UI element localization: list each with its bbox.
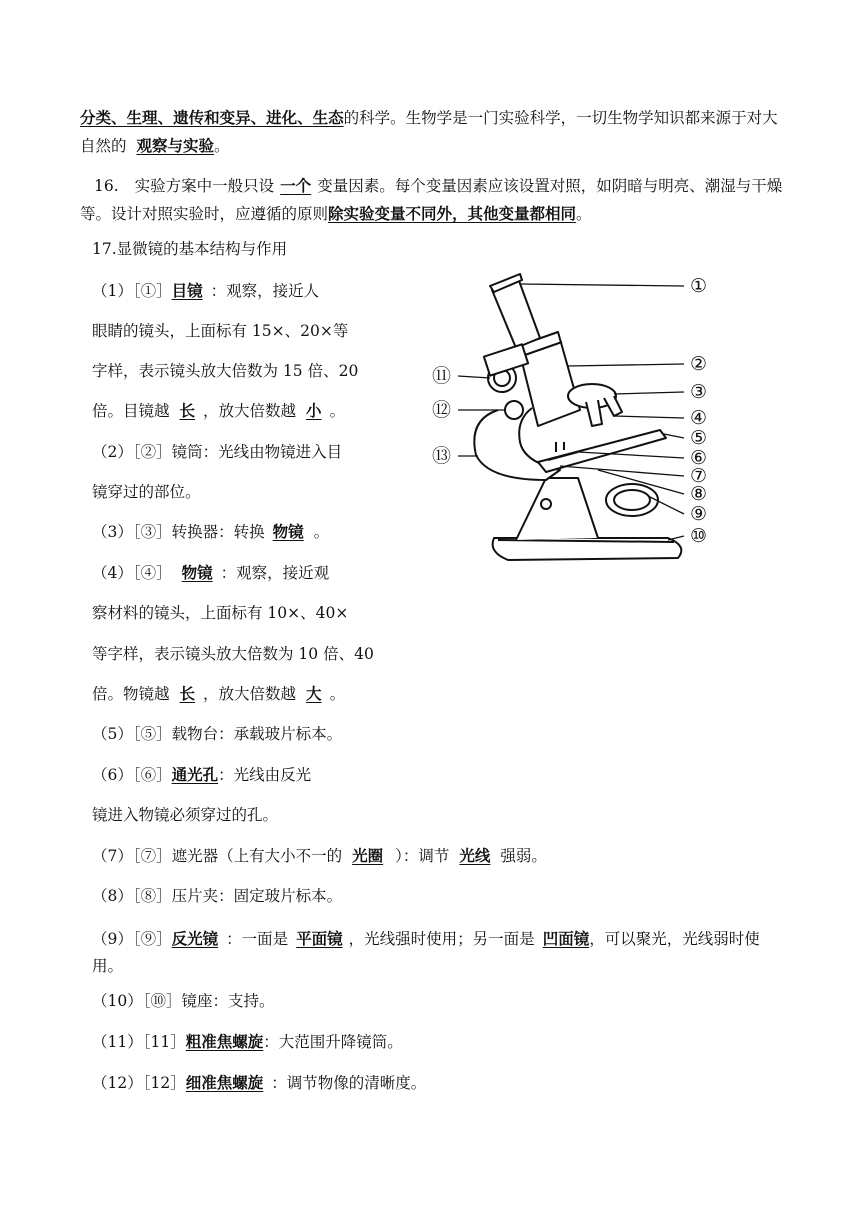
separator: 、 bbox=[250, 108, 267, 127]
answer-observation: 观察与实验 bbox=[136, 136, 215, 155]
label-2: ② bbox=[690, 353, 708, 375]
item-6 bbox=[92, 764, 311, 786]
item-4-line-2: 察材料的镜头，上面标有 10×、40× bbox=[92, 604, 349, 622]
label-5: ⑤ bbox=[690, 427, 708, 449]
item-text: ：调节物像的清晰度。 bbox=[271, 1074, 427, 1092]
answer-objective: 物镜 bbox=[272, 522, 304, 541]
item-prefix: （3）［③］转换器：转换 bbox=[92, 523, 265, 541]
item-prefix: （7）［⑦］遮光器（上有大小不一的 bbox=[92, 847, 343, 865]
label-10: ⑩ bbox=[690, 525, 708, 547]
paragraph-16 bbox=[80, 172, 786, 228]
answer-classification: 分类 bbox=[80, 108, 112, 127]
item-1-line-2: 眼睛的镜头，上面标有 15×、20×等 bbox=[92, 322, 349, 340]
answer-small: 小 bbox=[306, 401, 322, 420]
item-prefix: （12）［12］ bbox=[92, 1074, 186, 1092]
intro-end: 。 bbox=[214, 137, 230, 155]
item-11 bbox=[92, 1031, 403, 1053]
answer-concave-mirror: 凹面镜 bbox=[542, 929, 590, 948]
answer-physiology: 生理 bbox=[126, 108, 158, 127]
answer-principle: 除实验变量不同外，其他变量都相同 bbox=[328, 204, 577, 223]
label-1: ① bbox=[690, 275, 708, 297]
item-text: ）：调节 bbox=[395, 847, 450, 865]
item-text: ：观察，接近观 bbox=[220, 564, 330, 582]
label-7: ⑦ bbox=[690, 465, 708, 487]
item-12 bbox=[92, 1072, 426, 1094]
item-text: 。 bbox=[329, 685, 346, 703]
p16-text-2: 变量因素。每个变量因素应该设置对照，如阴暗与明亮、潮湿与干燥等。设计对照实验时，应遵循的原则 bbox=[80, 177, 783, 223]
item-text: 倍。目镜越 bbox=[92, 402, 170, 420]
label-11: ⑪ bbox=[432, 365, 452, 387]
separator: 、 bbox=[157, 108, 174, 127]
p16-text-1: 实验方案中一般只设 bbox=[134, 177, 275, 195]
label-3: ③ bbox=[690, 381, 708, 403]
separator: 、 bbox=[297, 108, 313, 127]
item-5: （5）［⑤］载物台：承载玻片标本。 bbox=[92, 725, 343, 743]
item-2-line-2: 镜穿过的部位。 bbox=[92, 483, 201, 501]
item-4 bbox=[92, 562, 329, 584]
item-text: ：光线由反光 bbox=[218, 766, 312, 784]
item-text: ，光线强时使用；另一面是 bbox=[348, 930, 535, 948]
item-8: （8）［⑧］压片夹：固定玻片标本。 bbox=[92, 887, 343, 905]
label-8: ⑧ bbox=[690, 483, 708, 505]
item-number: 16. bbox=[94, 177, 119, 195]
item-text: 。 bbox=[329, 402, 346, 420]
item-4-line-3: 等字样，表示镜头放大倍数为 10 倍、40 bbox=[92, 645, 374, 663]
label-9: ⑨ bbox=[690, 503, 708, 525]
stage-shape bbox=[538, 430, 666, 472]
item-7 bbox=[92, 845, 547, 867]
fine-knob-shape bbox=[505, 401, 523, 419]
item-text: ，放大倍数越 bbox=[203, 685, 297, 703]
item-text: 倍。物镜越 bbox=[92, 685, 170, 703]
intro-paragraph bbox=[80, 104, 786, 160]
answer-reflector: 反光镜 bbox=[171, 929, 219, 948]
item-text: 。 bbox=[313, 523, 330, 541]
answer-plane-mirror: 平面镜 bbox=[296, 929, 343, 948]
label-6: ⑥ bbox=[690, 447, 708, 469]
answer-objective-lens: 物镜 bbox=[181, 563, 213, 582]
item-text: ：一面是 bbox=[226, 930, 289, 948]
label-12: ⑫ bbox=[432, 399, 452, 421]
section-heading: 17.显微镜的基本结构与作用 bbox=[92, 240, 288, 258]
answer-fine-focus: 细准焦螺旋 bbox=[185, 1073, 264, 1092]
answer-large: 大 bbox=[306, 684, 322, 703]
separator: 、 bbox=[111, 108, 127, 127]
item-prefix: （9）［⑨］ bbox=[92, 930, 172, 948]
answer-heredity: 遗传和变异 bbox=[173, 108, 251, 127]
item-text: ，可以聚光，光线弱时使用。 bbox=[92, 930, 760, 975]
item-text: 强弱。 bbox=[500, 847, 547, 865]
item-1 bbox=[92, 280, 319, 302]
pillar-shape bbox=[516, 478, 598, 540]
item-prefix: （1）［①］ bbox=[92, 282, 172, 300]
item-prefix: （4）［④］ bbox=[92, 564, 172, 582]
item-6-line-2: 镜进入物镜必须穿过的孔。 bbox=[92, 806, 279, 824]
answer-eyepiece: 目镜 bbox=[171, 281, 203, 300]
answer-coarse-focus: 粗准焦螺旋 bbox=[185, 1032, 264, 1051]
item-4-line-4 bbox=[92, 683, 345, 705]
item-2: （2）［②］镜筒：光线由物镜进入目 bbox=[92, 443, 343, 461]
answer-one: 一个 bbox=[280, 176, 312, 195]
label-4: ④ bbox=[690, 407, 708, 429]
answer-ecology: 生态 bbox=[312, 108, 344, 127]
answer-long: 长 bbox=[179, 684, 196, 703]
item-1-line-3: 字样，表示镜头放大倍数为 15 倍、20 bbox=[92, 362, 359, 380]
answer-light-hole: 通光孔 bbox=[171, 765, 219, 784]
item-3 bbox=[92, 521, 329, 543]
answer-aperture: 光圈 bbox=[352, 846, 384, 865]
intro-text: 的科学。生物学是一门实验科学，一切生物学知识都来源于对大自然的 bbox=[80, 109, 778, 155]
item-10: （10）［⑩］镜座：支持。 bbox=[92, 992, 275, 1010]
answer-light: 光线 bbox=[459, 846, 491, 865]
label-13: ⑬ bbox=[432, 445, 452, 467]
p16-end: 。 bbox=[576, 205, 592, 223]
item-1-line-4 bbox=[92, 400, 345, 422]
item-text: ，放大倍数越 bbox=[203, 402, 297, 420]
answer-evolution: 进化 bbox=[266, 108, 298, 127]
microscope-diagram bbox=[428, 270, 728, 566]
answer-long: 长 bbox=[179, 401, 196, 420]
item-text: ：观察，接近人 bbox=[210, 282, 320, 300]
item-text: ：大范围升降镜筒。 bbox=[263, 1033, 403, 1051]
item-9 bbox=[92, 925, 786, 980]
item-prefix: （6）［⑥］ bbox=[92, 766, 172, 784]
item-prefix: （11）［11］ bbox=[92, 1033, 186, 1051]
